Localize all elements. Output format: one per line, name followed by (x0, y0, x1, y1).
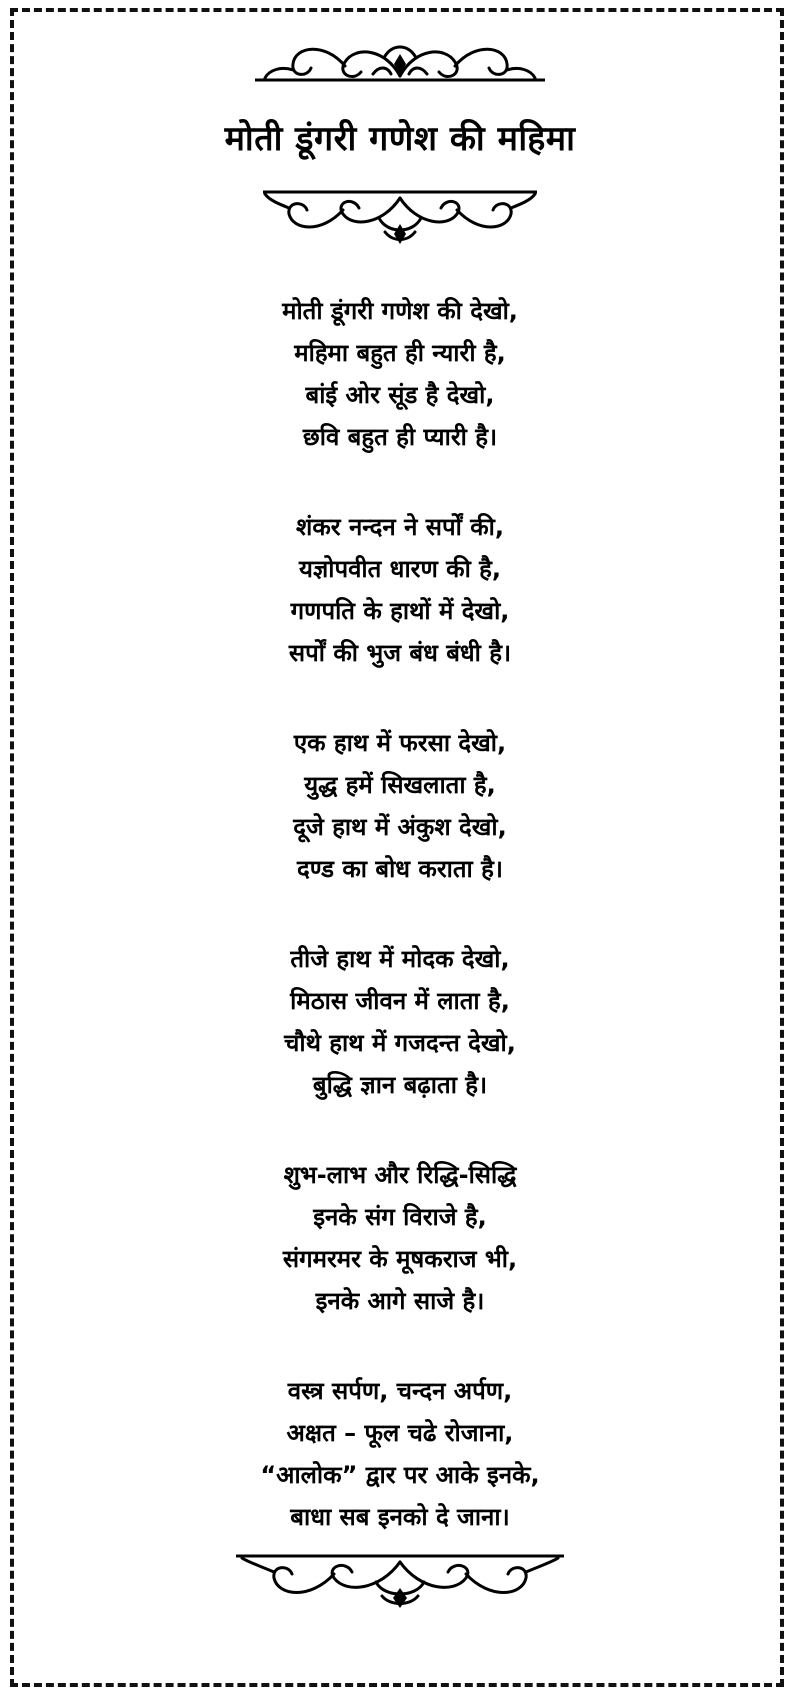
poem-body (0, 290, 800, 1586)
poem-line: दण्ड का बोध कराता है। (297, 855, 503, 883)
poem-line: मोती डूंगरी गणेश की देखो, (282, 297, 518, 325)
poem-line: इनके संग विराजे है, (313, 1203, 487, 1231)
poem-line: तीजे हाथ में मोदक देखो, (290, 945, 510, 973)
poem-line: शुभ-लाभ और रिद्धि-सिद्धि (283, 1161, 517, 1189)
poem-line: बुद्धि ज्ञान बढ़ाता है। (312, 1071, 488, 1099)
poem-line: “आलोक” द्वार पर आके इनके, (260, 1461, 540, 1489)
title-flourish-divider (255, 188, 545, 248)
stanza-6 (0, 1370, 800, 1538)
top-flourish-divider (245, 36, 555, 92)
poem-line: युद्ध हमें सिखलाता है, (304, 771, 496, 799)
poem-line: महिमा बहुत ही न्यारी है, (294, 339, 506, 367)
stanza-5 (0, 1154, 800, 1322)
stanza-3 (0, 722, 800, 890)
stanza-1 (0, 290, 800, 458)
poem-line: दूजे हाथ में अंकुश देखो, (293, 813, 507, 841)
poem-line: संगमरमर के मूषकराज भी, (282, 1245, 518, 1273)
stanza-2 (0, 506, 800, 674)
poem-line: शंकर नन्दन ने सर्पों की, (296, 513, 504, 541)
poem-line: मिठास जीवन में लाता है, (290, 987, 510, 1015)
poem-line: गणपति के हाथों में देखो, (290, 597, 510, 625)
poem-line: वस्त्र सर्पण, चन्दन अर्पण, (287, 1377, 513, 1405)
poem-line: बांई ओर सूंड है देखो, (305, 381, 495, 409)
poem-line: छवि बहुत ही प्यारी है। (302, 423, 498, 451)
poem-line: अक्षत – फूल चढे रोजाना, (286, 1419, 514, 1447)
poem-line: बाधा सब इनको दे जाना। (290, 1503, 510, 1531)
bottom-flourish-divider (230, 1550, 570, 1612)
poem-line: चौथे हाथ में गजदन्त देखो, (284, 1029, 516, 1057)
stanza-4 (0, 938, 800, 1106)
poem-line: एक हाथ में फरसा देखो, (293, 729, 507, 757)
poem-title: मोती डूंगरी गणेश की महिमा (224, 119, 576, 159)
poem-line: इनके आगे साजे है। (315, 1287, 485, 1315)
poem-line: सर्पों की भुज बंध बंधी है। (288, 639, 512, 667)
poem-line: यज्ञोपवीत धारण की है, (298, 555, 502, 583)
